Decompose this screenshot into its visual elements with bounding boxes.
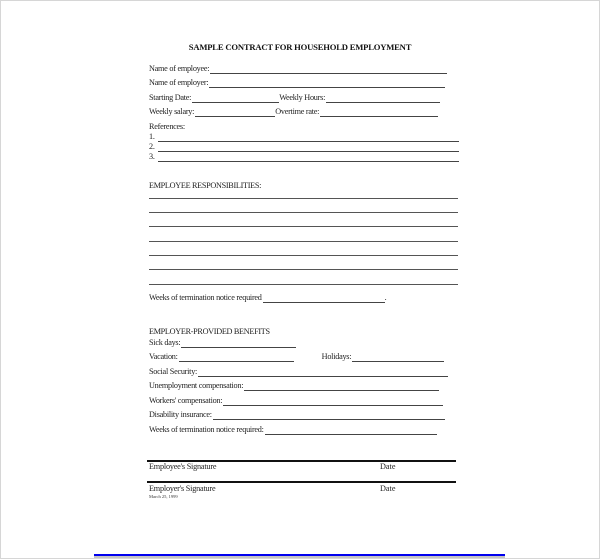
termination-period: . <box>384 293 387 302</box>
termination-notice-field[interactable] <box>263 294 385 303</box>
vacation-field[interactable] <box>179 353 294 362</box>
reference-number-3: 3. <box>149 152 155 161</box>
reference-field-1[interactable] <box>158 133 459 142</box>
reference-number-2: 2. <box>149 142 155 151</box>
employee-date-label: Date <box>380 462 396 471</box>
weekly-hours-field[interactable] <box>326 94 440 103</box>
disability-label: Disability insurance: <box>149 410 212 419</box>
sick-days-row <box>149 338 296 348</box>
responsibilities-heading: EMPLOYEE RESPONSIBILITIES: <box>149 181 262 190</box>
termination-notice-row <box>149 293 386 303</box>
responsibility-line-2[interactable] <box>149 212 458 213</box>
benefits-termination-label: Weeks of termination notice required: <box>149 425 264 434</box>
employer-name-label: Name of employer: <box>149 78 209 87</box>
workers-comp-label: Workers' compensation: <box>149 396 223 405</box>
responsibility-line-4[interactable] <box>149 241 458 242</box>
reference-field-3[interactable] <box>158 153 459 162</box>
social-security-label: Social Security: <box>149 367 198 376</box>
reference-row-3 <box>149 152 459 162</box>
references-label: References: <box>149 122 185 131</box>
social-security-row <box>149 367 448 377</box>
starting-date-row <box>149 93 440 103</box>
termination-notice-label: Weeks of termination notice required <box>149 293 262 302</box>
bottom-shadow-bar <box>94 556 505 558</box>
responsibility-line-5[interactable] <box>149 255 458 256</box>
employer-name-row <box>149 78 445 88</box>
disability-field[interactable] <box>213 411 445 420</box>
weekly-salary-field[interactable] <box>195 108 275 117</box>
reference-number-1: 1. <box>149 132 155 141</box>
overtime-rate-field[interactable] <box>320 108 438 117</box>
reference-row-2 <box>149 142 459 152</box>
sick-days-field[interactable] <box>181 339 296 348</box>
responsibility-line-1[interactable] <box>149 198 458 199</box>
overtime-rate-label: Overtime rate: <box>275 107 320 116</box>
vacation-row <box>149 352 444 362</box>
employee-signature-label: Employee's Signature <box>149 462 217 471</box>
responsibility-line-3[interactable] <box>149 226 458 227</box>
workers-comp-field[interactable] <box>223 397 443 406</box>
weekly-salary-row <box>149 107 438 117</box>
weekly-salary-label: Weekly salary: <box>149 107 195 116</box>
unemployment-field[interactable] <box>244 382 439 391</box>
employee-name-row <box>149 64 447 74</box>
footnote-date: March 25, 1999 <box>149 494 178 499</box>
unemployment-label: Unemployment compensation: <box>149 381 244 390</box>
document-title: SAMPLE CONTRACT FOR HOUSEHOLD EMPLOYMENT <box>188 42 412 52</box>
vacation-label: Vacation: <box>149 352 178 361</box>
reference-field-2[interactable] <box>158 143 459 152</box>
benefits-termination-row <box>149 425 437 435</box>
employer-name-field[interactable] <box>209 79 445 88</box>
responsibility-line-7[interactable] <box>149 284 458 285</box>
benefits-termination-field[interactable] <box>265 426 437 435</box>
responsibility-line-6[interactable] <box>149 269 458 270</box>
social-security-field[interactable] <box>198 368 448 377</box>
employer-signature-label: Employer's Signature <box>149 484 216 493</box>
disability-row <box>149 410 445 420</box>
weekly-hours-label: Weekly Hours: <box>279 93 326 102</box>
starting-date-field[interactable] <box>192 94 279 103</box>
workers-comp-row <box>149 396 443 406</box>
employee-name-field[interactable] <box>210 65 447 74</box>
holidays-field[interactable] <box>352 353 444 362</box>
benefits-heading: EMPLOYER-PROVIDED BENEFITS <box>149 327 270 336</box>
reference-row-1 <box>149 132 459 142</box>
employee-name-label: Name of employee: <box>149 64 210 73</box>
holidays-label: Holidays: <box>321 352 352 361</box>
unemployment-row <box>149 381 439 391</box>
employer-date-label: Date <box>380 484 396 493</box>
starting-date-label: Starting Date: <box>149 93 192 102</box>
employer-signature-line[interactable] <box>147 481 456 483</box>
sick-days-label: Sick days: <box>149 338 181 347</box>
